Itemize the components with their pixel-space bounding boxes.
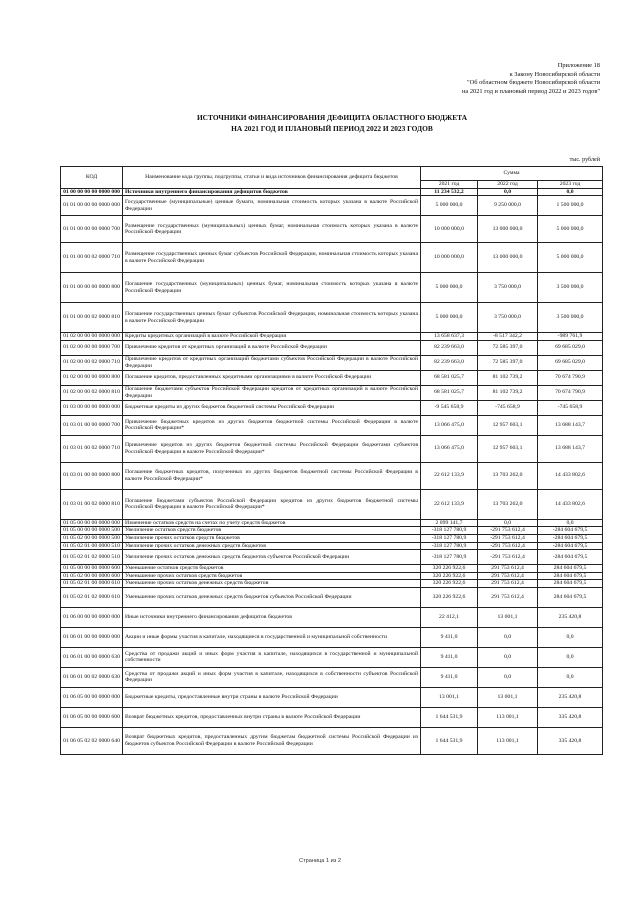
table-row	[61, 572, 603, 580]
row-value-2021: 13 001,1	[421, 687, 478, 707]
row-value-2021: 1 644 531,9	[421, 707, 478, 727]
row-value-2023: 284 604 679,5	[538, 565, 603, 573]
financing-sources-table	[60, 166, 603, 755]
row-value-2021: 68 581 025,7	[421, 385, 478, 400]
header-sum: Сумма	[421, 167, 603, 181]
table-row	[61, 519, 603, 527]
table-row	[61, 687, 603, 707]
row-name: Увеличение остатков средств бюджетов	[123, 527, 421, 535]
row-code: 01 05 02 00 00 0000 600	[61, 572, 123, 580]
table-row	[61, 489, 603, 519]
row-value-2021: 13 066 475,0	[421, 415, 478, 435]
row-value-2023: 335 420,8	[538, 707, 603, 727]
row-code: 01 03 01 00 02 0000 710	[61, 435, 123, 462]
row-name: Привлечение бюджетных кредитов из других бюджетов бюджетной системы Российской Федерации в валюте Российской Федерации*	[123, 415, 421, 435]
row-name: Увеличение прочих остатков денежных средств бюджетов	[123, 542, 421, 550]
header-year-2023: 2023 год	[538, 181, 603, 189]
row-value-2023: 69 685 029,0	[538, 340, 603, 355]
table-row	[61, 355, 603, 370]
row-name: Размещение государственных ценных бумаг субъектов Российской Федерации, номинальная стоимость которых указана в валюте Российской Федерации	[123, 243, 421, 273]
row-value-2022: 81 102 739,2	[478, 370, 538, 385]
table-row	[61, 303, 603, 333]
row-value-2021: -318 127 780,9	[421, 534, 478, 542]
row-value-2023: 1 500 000,0	[538, 196, 603, 216]
row-value-2021: 9 411,0	[421, 647, 478, 667]
row-value-2023: 3 500 000,0	[538, 303, 603, 333]
row-value-2022: 81 102 739,2	[478, 385, 538, 400]
row-value-2021: 5 000 000,0	[421, 303, 478, 333]
row-value-2021: 68 581 025,7	[421, 370, 478, 385]
row-code: 01 03 01 00 02 0000 810	[61, 489, 123, 519]
row-value-2021: 22 412,1	[421, 607, 478, 627]
row-value-2021: -318 127 780,9	[421, 527, 478, 535]
row-value-2022: -291 753 612,4	[478, 542, 538, 550]
row-value-2022: 0,0	[478, 188, 538, 196]
row-name: Уменьшение прочих остатков денежных средств бюджетов субъектов Российской Федерации	[123, 587, 421, 607]
table-row	[61, 385, 603, 400]
table-row	[61, 627, 603, 647]
row-value-2022: -291 753 612,4	[478, 527, 538, 535]
row-code: 01 05 00 00 00 0000 600	[61, 565, 123, 573]
row-code: 01 06 05 02 02 0000 640	[61, 727, 123, 754]
row-value-2023: 0,0	[538, 627, 603, 647]
row-name: Погашение бюджетных кредитов, полученных из других бюджетов бюджетной системы Российской Федерации в валюте Российской Федерации*	[123, 462, 421, 489]
row-value-2022: 13 001,1	[478, 607, 538, 627]
table-row	[61, 340, 603, 355]
row-name: Средства от продажи акций и иных форм участия в капитале, находящихся в собственности субъектов Российской Федерации	[123, 667, 421, 687]
row-name: Бюджетные кредиты, предоставленные внутри страны в валюте Российской Федерации	[123, 687, 421, 707]
row-value-2021: 9 411,0	[421, 667, 478, 687]
row-value-2023: -989 761,9	[538, 333, 603, 341]
title-line-1: ИСТОЧНИКИ ФИНАНСИРОВАНИЯ ДЕФИЦИТА ОБЛАСТНОГО БЮДЖЕТА	[196, 113, 468, 122]
row-value-2021: 22 612 133,9	[421, 462, 478, 489]
row-code: 01 00 00 00 00 0000 000	[61, 188, 123, 196]
row-code: 01 05 02 01 02 0000 610	[61, 587, 123, 607]
row-value-2022: 0,0	[478, 519, 538, 527]
table-row	[61, 565, 603, 573]
row-value-2023: 14 433 802,6	[538, 489, 603, 519]
row-value-2021: 2 099 141,7	[421, 519, 478, 527]
row-value-2022: 13 703 262,0	[478, 489, 538, 519]
row-code: 01 03 01 00 00 0000 800	[61, 462, 123, 489]
row-name: Увеличение прочих остатков денежных средств бюджетов субъектов Российской Федерации	[123, 550, 421, 565]
row-value-2023: -284 604 679,5	[538, 542, 603, 550]
table-row	[61, 707, 603, 727]
row-value-2021: 1 644 531,9	[421, 727, 478, 754]
row-code: 01 05 02 01 00 0000 610	[61, 580, 123, 588]
table-row	[61, 400, 603, 415]
row-name: Погашение бюджетами субъектов Российской Федерации кредитов из других бюджетов бюджетной системы Российской Федерации в валюте Российской Федерации*	[123, 489, 421, 519]
row-code: 01 05 00 00 00 0000 000	[61, 519, 123, 527]
row-code: 01 06 01 00 02 0000 630	[61, 667, 123, 687]
appendix-header	[360, 62, 600, 96]
row-value-2022: 12 957 603,1	[478, 435, 538, 462]
row-name: Увеличение прочих остатков средств бюджетов	[123, 534, 421, 542]
row-value-2023: 0,0	[538, 667, 603, 687]
row-code: 01 06 01 00 00 0000 630	[61, 647, 123, 667]
row-name: Бюджетные кредиты из других бюджетов бюджетной системы Российской Федерации	[123, 400, 421, 415]
row-name: Источники внутреннего финансирования дефицитов бюджетов	[123, 188, 421, 196]
table-row	[61, 667, 603, 687]
row-code: 01 02 00 00 00 0000 800	[61, 370, 123, 385]
row-code: 01 01 00 00 02 0000 710	[61, 243, 123, 273]
row-value-2021: 320 226 922,6	[421, 587, 478, 607]
table-row	[61, 273, 603, 303]
row-code: 01 03 00 00 00 0000 000	[61, 400, 123, 415]
row-value-2022: 13 703 262,0	[478, 462, 538, 489]
row-value-2022: 13 000 000,0	[478, 243, 538, 273]
row-name: Погашение кредитов, предоставленных кредитными организациями в валюте Российской Федерации	[123, 370, 421, 385]
table-row	[61, 542, 603, 550]
row-value-2023: 70 674 790,9	[538, 385, 603, 400]
header-year-2021: 2021 год	[421, 181, 478, 189]
row-code: 01 06 00 00 00 0000 000	[61, 607, 123, 627]
row-name: Привлечение кредитов от кредитных организаций в валюте Российской Федерации	[123, 340, 421, 355]
row-name: Погашение бюджетами субъектов Российской Федерации кредитов от кредитных организаций в валюте Российской Федерации	[123, 385, 421, 400]
row-value-2021: 13 658 637,3	[421, 333, 478, 341]
row-value-2022: -291 753 612,4	[478, 534, 538, 542]
row-name: Уменьшение прочих остатков денежных средств бюджетов	[123, 580, 421, 588]
row-value-2022: 13 000 000,0	[478, 216, 538, 243]
header-line-3: "Об областном бюджете Новосибирской области	[467, 79, 600, 87]
row-value-2022: 291 753 612,4	[478, 565, 538, 573]
table-row	[61, 607, 603, 627]
row-value-2021: 82 239 663,0	[421, 340, 478, 355]
table-row	[61, 188, 603, 196]
row-value-2023: 235 420,8	[538, 687, 603, 707]
row-value-2022: 3 750 000,0	[478, 303, 538, 333]
row-value-2021: -318 127 780,9	[421, 542, 478, 550]
row-code: 01 01 00 00 00 0000 000	[61, 196, 123, 216]
row-value-2023: -745 658,9	[538, 400, 603, 415]
row-value-2022: 0,0	[478, 647, 538, 667]
title-line-2: НА 2021 ГОД И ПЛАНОВЫЙ ПЕРИОД 2022 И 2023 ГОДОВ	[231, 123, 433, 133]
row-value-2022: 72 585 397,0	[478, 355, 538, 370]
row-code: 01 02 00 00 00 0000 700	[61, 340, 123, 355]
row-value-2023: 0,0	[538, 188, 603, 196]
row-value-2022: -745 658,9	[478, 400, 538, 415]
row-value-2023: 284 604 679,5	[538, 587, 603, 607]
row-code: 01 05 02 01 02 0000 510	[61, 550, 123, 565]
row-value-2022: 0,0	[478, 667, 538, 687]
table-row	[61, 333, 603, 341]
row-value-2023: 235 420,8	[538, 607, 603, 627]
row-name: Привлечение кредитов от кредитных организаций бюджетами субъектов Российской Федерации в валюте Российской Федерации	[123, 355, 421, 370]
row-name: Кредиты кредитных организаций в валюте Российской Федерации	[123, 333, 421, 341]
header-line-1: Приложение 18	[557, 62, 600, 69]
row-value-2022: 291 753 612,4	[478, 580, 538, 588]
header-name: Наименование кода группы, подгруппы, статьи и вида источников финансирования дефицита бюджетов	[123, 167, 421, 189]
row-value-2023: 335 420,8	[538, 727, 603, 754]
row-code: 01 06 01 00 00 0000 000	[61, 627, 123, 647]
row-value-2022: 3 750 000,0	[478, 273, 538, 303]
row-name: Погашение государственных ценных бумаг субъектов Российской Федерации, номинальная стоимость которых указана в валюте Российской Федерации	[123, 303, 421, 333]
row-value-2023: 14 433 802,6	[538, 462, 603, 489]
row-value-2021: -318 127 780,9	[421, 550, 478, 565]
table-row	[61, 462, 603, 489]
table-row	[61, 243, 603, 273]
table-row	[61, 580, 603, 588]
row-value-2021: -9 545 658,9	[421, 400, 478, 415]
row-value-2022: 72 585 397,0	[478, 340, 538, 355]
row-name: Средства от продажи акций и иных форм участия в капитале, находящихся в государственной и муниципальной собственности	[123, 647, 421, 667]
row-name: Возврат бюджетных кредитов, предоставленных внутри страны в валюте Российской Федерации	[123, 707, 421, 727]
row-value-2022: -8 517 342,2	[478, 333, 538, 341]
row-value-2022: 291 753 612,4	[478, 587, 538, 607]
row-value-2021: 9 411,0	[421, 627, 478, 647]
table-body	[61, 188, 603, 754]
row-name: Возврат бюджетных кредитов, предоставленных другим бюджетам бюджетной системы Российской Федерации из бюджетов субъектов Российской Федерации в валюте Российской Федерации	[123, 727, 421, 754]
row-value-2023: 0,0	[538, 647, 603, 667]
row-code: 01 02 00 00 00 0000 000	[61, 333, 123, 341]
row-value-2023: 13 688 143,7	[538, 415, 603, 435]
table-row	[61, 216, 603, 243]
row-code: 01 06 05 00 00 0000 600	[61, 707, 123, 727]
row-code: 01 01 00 00 02 0000 810	[61, 303, 123, 333]
page-number: Страница 1 из 2	[299, 858, 341, 864]
document-title	[60, 113, 604, 134]
row-value-2023: 5 000 000,0	[538, 216, 603, 243]
row-code: 01 02 00 00 02 0000 710	[61, 355, 123, 370]
header-line-4: на 2021 год и плановый период 2022 и 2023 годов"	[461, 87, 600, 95]
row-code: 01 05 02 01 00 0000 510	[61, 542, 123, 550]
table-row	[61, 550, 603, 565]
row-value-2023: 70 674 790,9	[538, 370, 603, 385]
table-row	[61, 587, 603, 607]
row-value-2023: 284 604 679,5	[538, 580, 603, 588]
row-value-2022: 9 250 000,0	[478, 196, 538, 216]
table-row	[61, 435, 603, 462]
row-code: 01 03 01 00 00 0000 700	[61, 415, 123, 435]
row-name: Государственные (муниципальные) ценные бумаги, номинальная стоимость которых указана в валюте Российской Федерации	[123, 196, 421, 216]
row-value-2021: 320 226 922,6	[421, 580, 478, 588]
row-code: 01 06 05 00 00 0000 000	[61, 687, 123, 707]
row-value-2021: 5 000 000,0	[421, 273, 478, 303]
row-value-2023: -284 604 679,5	[538, 534, 603, 542]
row-name: Погашение государственных (муниципальных) ценных бумаг, номинальная стоимость которых указана в валюте Российской Федерации	[123, 273, 421, 303]
row-code: 01 05 02 00 00 0000 500	[61, 534, 123, 542]
row-value-2021: 82 239 663,0	[421, 355, 478, 370]
row-value-2023: 5 000 000,0	[538, 243, 603, 273]
header-year-2022: 2022 год	[478, 181, 538, 189]
row-value-2022: 13 001,1	[478, 687, 538, 707]
row-value-2021: 320 226 922,6	[421, 572, 478, 580]
row-value-2022: 0,0	[478, 627, 538, 647]
table-row	[61, 415, 603, 435]
row-value-2022: 113 001,1	[478, 707, 538, 727]
row-name: Акции и иные формы участия в капитале, находящиеся в государственной и муниципальной собственности	[123, 627, 421, 647]
table-row	[61, 534, 603, 542]
table-row	[61, 370, 603, 385]
row-name: Иные источники внутреннего финансирования дефицитов бюджетов	[123, 607, 421, 627]
row-value-2021: 5 000 000,0	[421, 196, 478, 216]
row-value-2021: 22 612 133,9	[421, 489, 478, 519]
row-value-2021: 320 226 922,6	[421, 565, 478, 573]
row-value-2021: 10 000 000,0	[421, 243, 478, 273]
table-row	[61, 647, 603, 667]
table-row	[61, 196, 603, 216]
table-row	[61, 527, 603, 535]
header-line-2: к Закону Новосибирской области	[509, 70, 600, 78]
row-value-2022: 113 001,1	[478, 727, 538, 754]
table-row	[61, 727, 603, 754]
row-value-2023: 69 685 029,0	[538, 355, 603, 370]
row-value-2023: -284 604 679,5	[538, 550, 603, 565]
row-value-2023: 284 604 679,5	[538, 572, 603, 580]
row-value-2023: 13 688 143,7	[538, 435, 603, 462]
row-name: Уменьшение остатков средств бюджетов	[123, 565, 421, 573]
row-code: 01 01 00 00 00 0000 800	[61, 273, 123, 303]
row-code: 01 05 00 00 00 0000 500	[61, 527, 123, 535]
row-value-2023: 0,0	[538, 519, 603, 527]
row-value-2022: 291 753 612,4	[478, 572, 538, 580]
row-value-2023: -284 604 679,5	[538, 527, 603, 535]
row-code: 01 01 00 00 00 0000 700	[61, 216, 123, 243]
row-name: Уменьшение прочих остатков средств бюджетов	[123, 572, 421, 580]
row-code: 01 02 00 00 02 0000 810	[61, 385, 123, 400]
row-value-2023: 3 500 000,0	[538, 273, 603, 303]
header-code: КОД	[61, 167, 123, 189]
row-value-2021: 13 066 475,0	[421, 435, 478, 462]
row-name: Размещение государственных (муниципальных) ценных бумаг, номинальная стоимость которых указана в валюте Российской Федерации	[123, 216, 421, 243]
row-name: Привлечение кредитов из других бюджетов бюджетной системы Российской Федерации бюджетами субъектов Российской Федерации в валюте Российской Федерации*	[123, 435, 421, 462]
row-value-2022: -291 753 612,4	[478, 550, 538, 565]
row-value-2022: 12 957 603,1	[478, 415, 538, 435]
row-value-2021: 10 000 000,0	[421, 216, 478, 243]
units-label: тыс. рублей	[569, 157, 600, 163]
row-name: Изменение остатков средств на счетах по учету средств бюджетов	[123, 519, 421, 527]
row-value-2021: 11 234 532,2	[421, 188, 478, 196]
